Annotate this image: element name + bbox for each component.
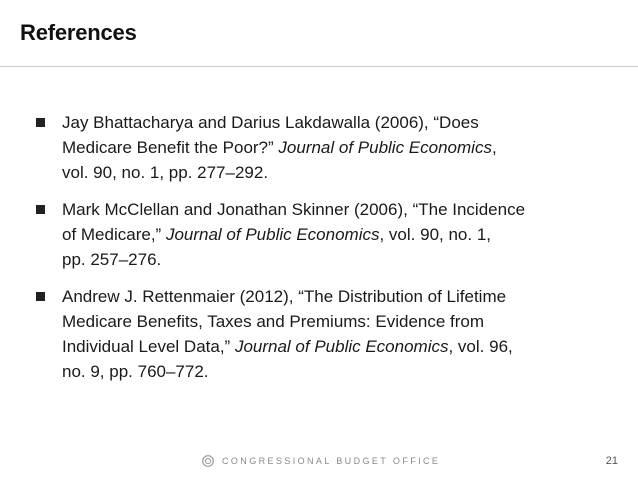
square-bullet-icon — [36, 118, 45, 127]
journal-name: Journal of Public Economics — [165, 225, 380, 244]
slide-title: References — [20, 20, 137, 45]
reference-line: pp. 257–276. — [62, 250, 162, 269]
reference-line: Medicare Benefit the Poor?” Journal of Public Economics, — [62, 138, 497, 157]
square-bullet-icon — [36, 205, 45, 214]
reference-line: vol. 90, no. 1, pp. 277–292. — [62, 163, 269, 182]
reference-item — [36, 110, 606, 185]
reference-list — [36, 110, 606, 396]
cbo-seal-icon — [202, 455, 214, 467]
reference-item — [36, 284, 606, 384]
reference-line: Jay Bhattacharya and Darius Lakdawalla (2006), “Does — [62, 113, 479, 132]
square-bullet-icon — [36, 292, 45, 301]
journal-name: Journal of Public Economics — [234, 337, 449, 356]
journal-name: Journal of Public Economics — [278, 138, 492, 157]
page-number: 21 — [605, 455, 618, 467]
reference-item — [36, 197, 606, 272]
title-divider — [0, 66, 638, 67]
reference-line: of Medicare,” Journal of Public Economics, vol. 90, no. 1, — [62, 225, 491, 244]
footer-org-name: CONGRESSIONAL BUDGET OFFICE — [222, 456, 441, 466]
reference-line: no. 9, pp. 760–772. — [62, 362, 209, 381]
reference-line: Mark McClellan and Jonathan Skinner (2006), “The Incidence — [62, 200, 526, 219]
reference-line: Medicare Benefits, Taxes and Premiums: Evidence from — [62, 312, 485, 331]
reference-line: Andrew J. Rettenmaier (2012), “The Distribution of Lifetime — [62, 287, 507, 306]
reference-line: Individual Level Data,” Journal of Public Economics, vol. 96, — [62, 337, 513, 356]
